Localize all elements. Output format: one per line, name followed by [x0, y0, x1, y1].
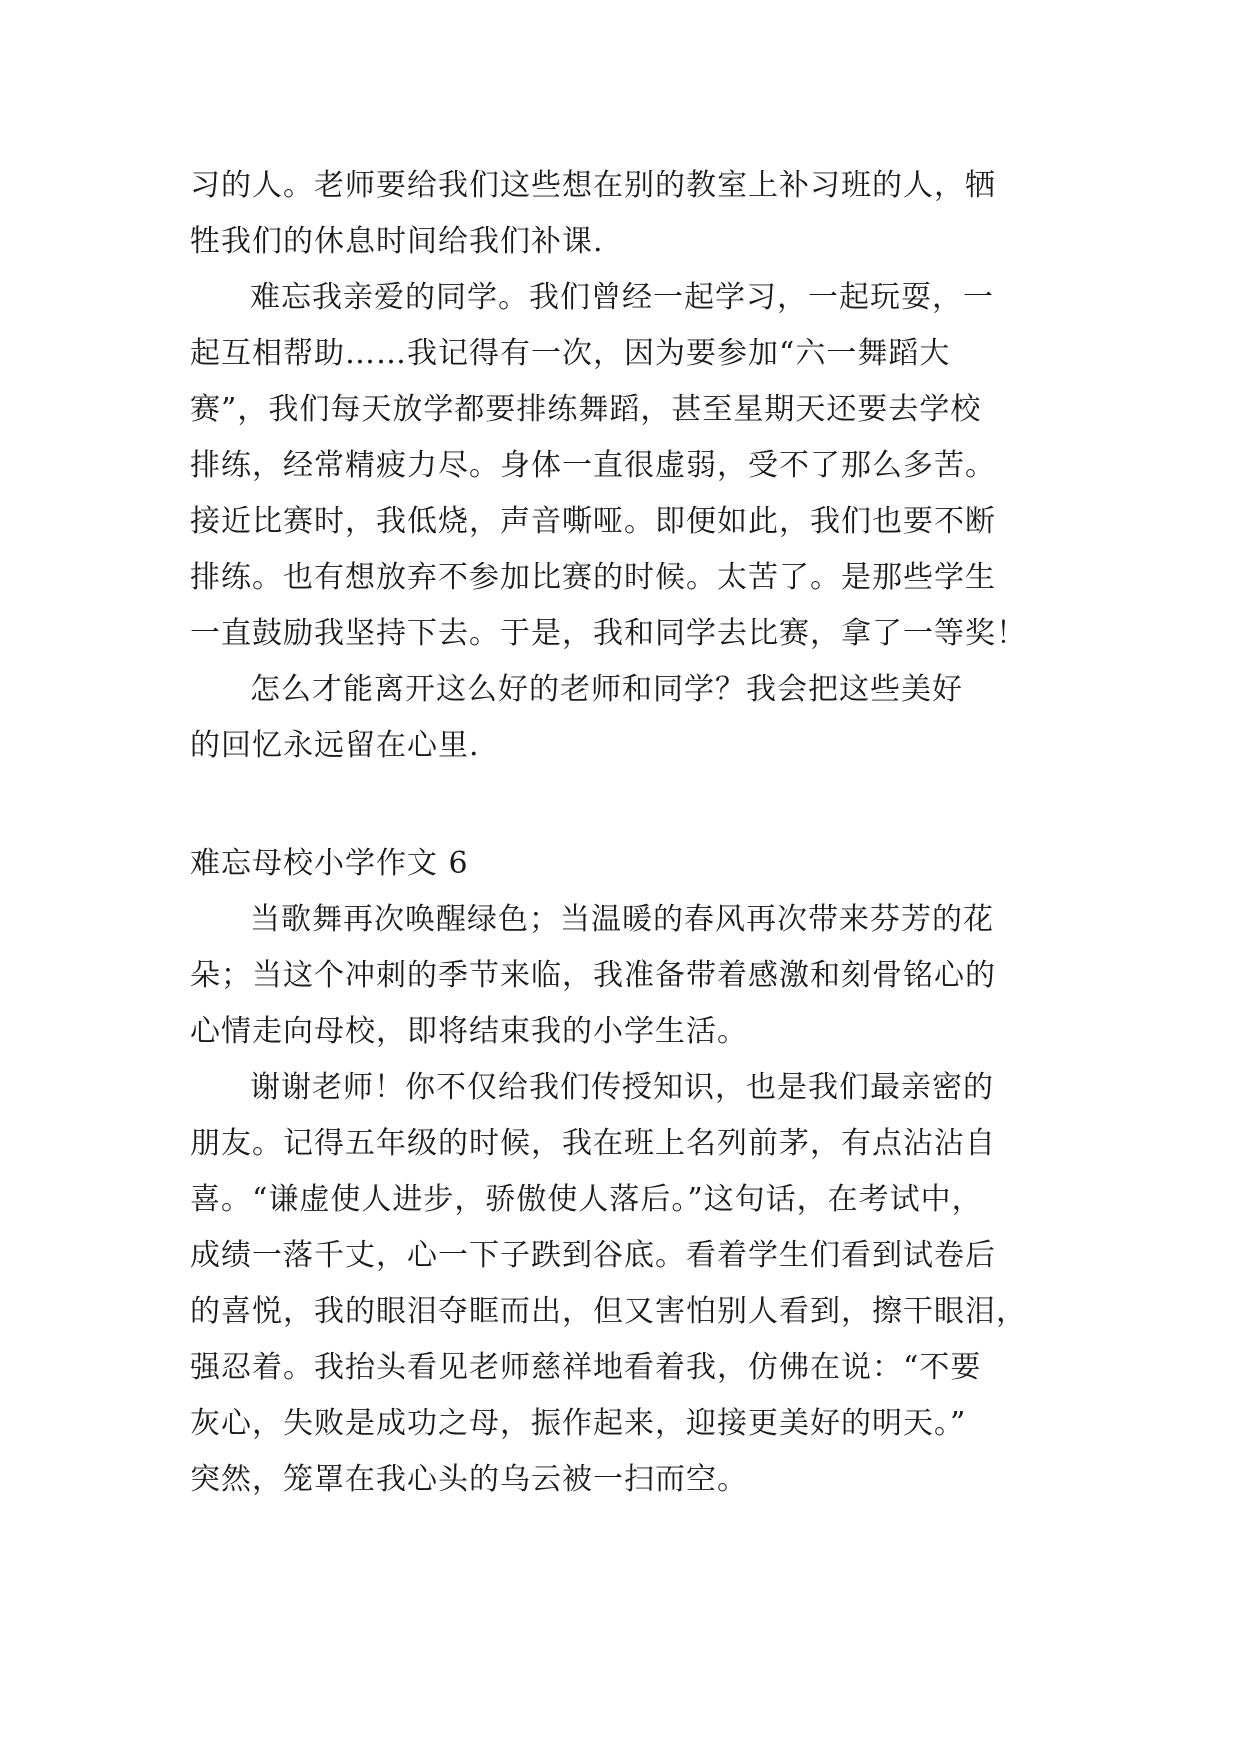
text-line: 的喜悦，我的眼泪夺眶而出，但又害怕别人看到，擦干眼泪，: [190, 1294, 1027, 1329]
essay-heading: 难忘母校小学作文 6: [190, 846, 469, 881]
text-line: 喜。“谦虚使人进步，骄傲使人落后。”这句话，在考试中，: [190, 1182, 983, 1217]
text-line: 排练，经常精疲力尽。身体一直很虚弱，受不了那么多苦。: [190, 448, 996, 483]
text-line: 朋友。记得五年级的时候，我在班上名列前茅，有点沾沾自: [190, 1126, 996, 1161]
text-line: 强忍着。我抬头看见老师慈祥地看着我，仿佛在说：“不要: [190, 1350, 982, 1385]
text-line: 当歌舞再次唤醒绿色；当温暖的春风再次带来芬芳的花: [250, 902, 994, 937]
text-line: 心情走向母校，即将结束我的小学生活。: [190, 1014, 748, 1049]
text-line: 谢谢老师！你不仅给我们传授知识，也是我们最亲密的: [250, 1070, 994, 1105]
text-line: 成绩一落千丈，心一下子跌到谷底。看着学生们看到试卷后: [190, 1238, 996, 1273]
text-line: 突然，笼罩在我心头的乌云被一扫而空。: [190, 1462, 748, 1497]
text-line: 赛”，我们每天放学都要排练舞蹈，甚至星期天还要去学校: [190, 392, 982, 427]
text-line: 难忘我亲爱的同学。我们曾经一起学习，一起玩耍，一: [250, 280, 994, 315]
paragraph: [190, 662, 1060, 774]
text-line: 排练。也有想放弃不参加比赛的时候。太苦了。是那些学生: [190, 560, 996, 595]
paragraph: [190, 158, 1060, 270]
paragraph: [190, 1060, 1060, 1508]
paragraph: [190, 892, 1060, 1060]
text-line: 一直鼓励我坚持下去。于是，我和同学去比赛，拿了一等奖！: [190, 616, 1027, 651]
text-line: 灰心，失败是成功之母，振作起来，迎接更美好的明天。”: [190, 1406, 967, 1441]
spacer: [190, 774, 1060, 836]
text-line: 朵；当这个冲刺的季节来临，我准备带着感激和刻骨铭心的: [190, 958, 996, 993]
text-line: 起互相帮助……我记得有一次，因为要参加“六一舞蹈大: [190, 336, 951, 371]
document-body: [190, 158, 1060, 1508]
text-line: 的回忆永远留在心里.: [190, 728, 480, 763]
text-line: 怎么才能离开这么好的老师和同学？我会把这些美好: [250, 672, 963, 707]
text-line: 习的人。老师要给我们这些想在别的教室上补习班的人，牺: [190, 168, 996, 203]
paragraph: [190, 270, 1060, 662]
text-line: 接近比赛时，我低烧，声音嘶哑。即便如此，我们也要不断: [190, 504, 996, 539]
text-line: 牲我们的休息时间给我们补课.: [190, 224, 604, 259]
